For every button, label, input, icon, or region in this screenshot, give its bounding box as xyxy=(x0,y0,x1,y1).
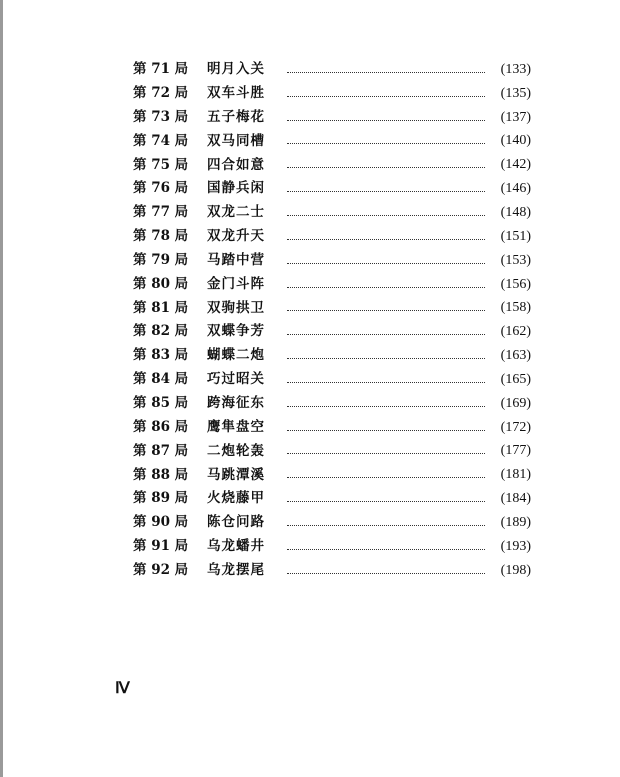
toc-dot-leader xyxy=(287,405,485,407)
toc-entry-number: 第 92 局 xyxy=(133,561,189,578)
toc-entry xyxy=(133,320,531,344)
toc-entry-number: 第 90 局 xyxy=(133,514,189,531)
toc-entry-page: (148) xyxy=(500,204,531,220)
toc-entry-number: 第 82 局 xyxy=(133,323,189,340)
toc-entry-title: 双龙升天 xyxy=(207,228,265,245)
toc-entry-number: 第 73 局 xyxy=(133,108,189,125)
toc-entry-page: (184) xyxy=(500,491,531,507)
toc-entry-title: 乌龙蟠井 xyxy=(207,538,265,555)
page-number: Ⅳ xyxy=(115,680,129,697)
toc-entry-number: 第 80 局 xyxy=(133,275,189,292)
toc-entry-page: (142) xyxy=(500,157,531,173)
toc-entry xyxy=(133,82,531,106)
toc-entry xyxy=(133,368,531,392)
toc-entry-page: (135) xyxy=(500,85,531,101)
toc-entry-number: 第 88 局 xyxy=(133,466,189,483)
toc-entry xyxy=(133,106,531,130)
toc-dot-leader xyxy=(287,333,485,335)
toc-entry-title: 五子梅花 xyxy=(207,108,265,125)
toc-dot-leader xyxy=(287,214,485,216)
toc-dot-leader xyxy=(287,166,485,168)
toc-entry xyxy=(133,487,531,511)
toc-entry-page: (177) xyxy=(500,443,531,459)
toc-entry-page: (163) xyxy=(500,348,531,364)
toc-entry-title: 金门斗阵 xyxy=(207,275,265,292)
toc-entry-page: (140) xyxy=(500,133,531,149)
toc-entry-page: (169) xyxy=(500,395,531,411)
toc-entry xyxy=(133,273,531,297)
toc-entry-number: 第 79 局 xyxy=(133,251,189,268)
toc-entry-number: 第 87 局 xyxy=(133,442,189,459)
toc-entry-page: (137) xyxy=(500,109,531,125)
toc-entry-title: 跨海征东 xyxy=(207,394,265,411)
toc-entry xyxy=(133,440,531,464)
toc-entry-title: 国静兵闲 xyxy=(207,180,265,197)
toc-entry-page: (165) xyxy=(500,371,531,387)
toc-entry-title: 双马同槽 xyxy=(207,132,265,149)
toc-entry-page: (172) xyxy=(500,419,531,435)
toc-entry-number: 第 85 局 xyxy=(133,394,189,411)
toc-dot-leader xyxy=(287,500,485,502)
toc-entry-number: 第 81 局 xyxy=(133,299,189,316)
toc-entry-title: 双龙二士 xyxy=(207,204,265,221)
toc-dot-leader xyxy=(287,309,485,311)
toc-dot-leader xyxy=(287,572,485,574)
toc-dot-leader xyxy=(287,381,485,383)
toc-dot-leader xyxy=(287,262,485,264)
toc-entry-number: 第 74 局 xyxy=(133,132,189,149)
toc-entry xyxy=(133,225,531,249)
toc-dot-leader xyxy=(287,119,485,121)
toc-dot-leader xyxy=(287,452,485,454)
toc-dot-leader xyxy=(287,95,485,97)
toc-entry-title: 陈仓问路 xyxy=(207,514,265,531)
toc-entry xyxy=(133,153,531,177)
toc-entry-number: 第 84 局 xyxy=(133,371,189,388)
toc-entry-title: 双蝶争芳 xyxy=(207,323,265,340)
toc-entry-page: (146) xyxy=(500,181,531,197)
toc-entry-page: (153) xyxy=(500,252,531,268)
toc-dot-leader xyxy=(287,238,485,240)
toc-entry-number: 第 86 局 xyxy=(133,418,189,435)
toc-entry-page: (198) xyxy=(500,562,531,578)
toc-dot-leader xyxy=(287,357,485,359)
toc-entry-title: 二炮轮轰 xyxy=(207,442,265,459)
toc-entry-page: (193) xyxy=(500,538,531,554)
table-of-contents xyxy=(133,58,531,583)
toc-entry-number: 第 76 局 xyxy=(133,180,189,197)
toc-entry-title: 马踏中营 xyxy=(207,251,265,268)
toc-entry xyxy=(133,559,531,583)
toc-dot-leader xyxy=(287,190,485,192)
toc-entry-title: 乌龙摆尾 xyxy=(207,561,265,578)
toc-dot-leader xyxy=(287,524,485,526)
toc-entry-title: 明月入关 xyxy=(207,61,265,78)
toc-entry-number: 第 89 局 xyxy=(133,490,189,507)
toc-entry-page: (151) xyxy=(500,228,531,244)
toc-dot-leader xyxy=(287,286,485,288)
toc-entry-number: 第 71 局 xyxy=(133,61,189,78)
toc-entry-page: (158) xyxy=(500,300,531,316)
toc-dot-leader xyxy=(287,71,485,73)
toc-entry-number: 第 77 局 xyxy=(133,204,189,221)
toc-entry-page: (156) xyxy=(500,276,531,292)
toc-entry-title: 四合如意 xyxy=(207,156,265,173)
toc-entry-page: (189) xyxy=(500,514,531,530)
toc-entry-page: (181) xyxy=(500,467,531,483)
toc-entry-page: (162) xyxy=(500,324,531,340)
toc-dot-leader xyxy=(287,476,485,478)
toc-entry xyxy=(133,344,531,368)
toc-entry-number: 第 72 局 xyxy=(133,85,189,102)
toc-entry xyxy=(133,416,531,440)
toc-entry xyxy=(133,511,531,535)
toc-entry-number: 第 83 局 xyxy=(133,347,189,364)
toc-entry xyxy=(133,177,531,201)
page-left-edge xyxy=(0,0,3,777)
toc-entry-title: 双车斗胜 xyxy=(207,85,265,102)
toc-entry-title: 巧过昭关 xyxy=(207,371,265,388)
toc-entry-number: 第 75 局 xyxy=(133,156,189,173)
toc-entry-title: 蝴蝶二炮 xyxy=(207,347,265,364)
toc-entry xyxy=(133,201,531,225)
toc-entry-page: (133) xyxy=(500,61,531,77)
toc-entry xyxy=(133,130,531,154)
toc-dot-leader xyxy=(287,429,485,431)
toc-entry xyxy=(133,463,531,487)
toc-entry xyxy=(133,58,531,82)
toc-dot-leader xyxy=(287,142,485,144)
toc-entry xyxy=(133,535,531,559)
toc-entry-title: 马跳潭溪 xyxy=(207,466,265,483)
toc-entry-title: 火烧藤甲 xyxy=(207,490,265,507)
toc-entry-number: 第 78 局 xyxy=(133,228,189,245)
toc-entry xyxy=(133,392,531,416)
toc-entry-number: 第 91 局 xyxy=(133,538,189,555)
toc-entry-title: 鹰隼盘空 xyxy=(207,418,265,435)
toc-entry xyxy=(133,296,531,320)
toc-dot-leader xyxy=(287,548,485,550)
toc-entry-title: 双驹拱卫 xyxy=(207,299,265,316)
toc-entry xyxy=(133,249,531,273)
